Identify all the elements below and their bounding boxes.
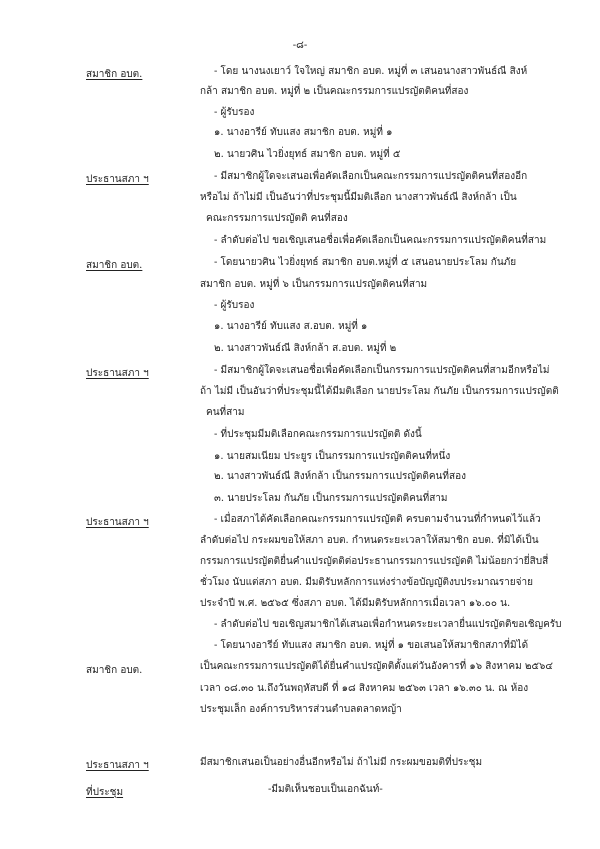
text-line: ลำดับต่อไป กระผมขอให้สภา อบต. กำหนดระยะเวลาให้สมาชิก อบต. ที่มิได้เป็น xyxy=(200,535,539,546)
text-line: เป็นคณะกรรมการแปรญัตติได้ยื่นคำแปรญัตติตั้งแต่วันอังคารที่ ๑๖ สิงหาคม ๒๕๖๔ xyxy=(200,661,553,672)
text-line: สมาชิก อบต. หมู่ที่ ๖ เป็นกรรมการแปรญัตติคนที่สาม xyxy=(200,279,428,290)
resolution-text: -มีมติเห็นชอบเป็นเอกฉันท์- xyxy=(268,784,383,795)
speaker-label-chair-2: ประธานสภา ฯ xyxy=(86,368,149,379)
speaker-label-member-2: สมาชิก อบต. xyxy=(86,260,143,271)
text-line: เวลา ๐๘.๓๐ น.ถึงวันพฤหัสบดี ที่ ๑๘ สิงหาคม ๒๕๖๓ เวลา ๑๖.๓๐ น. ณ ห้อง xyxy=(200,683,529,694)
text-line: - ผู้รับรอง xyxy=(214,107,255,118)
text-line: กล้า สมาชิก อบต. หมู่ที่ ๒ เป็นคณะกรรมการแปรญัตติคนที่สอง xyxy=(200,86,469,97)
text-line: ๒. นางสาวพันธ์ณี สิงห์กล้า ส.อบต. หมู่ที่ ๒ xyxy=(214,343,397,354)
text-line: ๒. นางสาวพันธ์ณี สิงห์กล้า เป็นกรรมการแปรญัตติคนที่สอง xyxy=(214,471,466,482)
text-line: - โดยนายวศิน ไวยิ่งยุทธ์ สมาชิก อบต.หมู่ที่ ๕ เสนอนายประโลม กันภัย xyxy=(214,257,517,268)
text-line: ถ้า ไม่มี เป็นอันว่าที่ประชุมนี้ได้มีมติเลือก นายประโลม กันภัย เป็นกรรมการแปรญัตติ xyxy=(200,386,559,397)
page-number: -๘- xyxy=(292,40,308,51)
text-line: - ผู้รับรอง xyxy=(214,300,255,311)
text-line: ๑. นางอารีย์ ทับแสง ส.อบต. หมู่ที่ ๑ xyxy=(214,321,368,332)
text-line: ประชุมเล็ก องค์การบริหารส่วนตำบลตลาดหญ้า xyxy=(200,704,402,715)
speaker-label-meeting: ที่ประชุม xyxy=(86,787,124,798)
speaker-label-chair-4: ประธานสภา ฯ xyxy=(86,760,149,771)
text-line: คณะกรรมการแปรญัตติ คนที่สอง xyxy=(206,213,348,224)
text-line: - โดย นางนงเยาว์ ใจใหญ่ สมาชิก อบต. หมู่ที่ ๓ เสนอนางสาวพันธ์ณี สิงห์ xyxy=(214,66,528,77)
speaker-label-member-1: สมาชิก อบต. xyxy=(86,69,143,80)
text-line: - ลำดับต่อไป ขอเชิญเสนอชื่อเพื่อคัดเลือกเป็นคณะกรรมการแปรญัตติคนที่สาม xyxy=(214,235,547,246)
text-line: - ที่ประชุมมีมติเลือกคณะกรรมการแปรญัตติ ดังนี้ xyxy=(214,429,422,440)
text-line: - มีสมาชิกผู้ใดจะเสนอเพื่อคัดเลือกเป็นคณะกรรมการแปรญัตติคนที่สองอีก xyxy=(214,171,528,182)
text-line: ๑. นายสมเนียม ประยูร เป็นกรรมการแปรญัตติคนที่หนึ่ง xyxy=(214,451,451,462)
text-line: กรรมการแปรญัตติยื่นคำแปรญัตติต่อประธานกรรมการแปรญัตติ ไม่น้อยกว่ายี่สิบสี่ xyxy=(200,556,549,567)
text-line: มีสมาชิกเสนอเป็นอย่างอื่นอีกหรือไม่ ถ้าไม่มี กระผมขอมติที่ประชุม xyxy=(200,757,483,768)
text-line: ๓. นายประโลม กันภัย เป็นกรรมการแปรญัตติคนที่สาม xyxy=(214,493,448,504)
text-line: ประจำปี พ.ศ. ๒๕๖๕ ซึ่งสภา อบต. ได้มีมติรับหลักการเมื่อเวลา ๑๖.๐๐ น. xyxy=(200,598,511,609)
speaker-label-chair-3: ประธานสภา ฯ xyxy=(86,517,149,528)
text-line: - ลำดับต่อไป ขอเชิญสมาชิกได้เสนอเพื่อกำหนดระยะเวลายื่นแปรญัตติขอเชิญครับ xyxy=(214,619,562,630)
text-line: ๒. นายวศิน ไวยิ่งยุทธ์ สมาชิก อบต. หมู่ที่ ๕ xyxy=(214,149,401,160)
text-line: ๑. นางอารีย์ ทับแสง สมาชิก อบต. หมู่ที่ ๑ xyxy=(214,127,393,138)
text-line: หรือไม่ ถ้าไม่มี เป็นอันว่าที่ประชุมนี้มีมติเลือก นางสาวพันธ์ณี สิงห์กล้า เป็น xyxy=(200,192,517,203)
text-line: - โดยนางอารีย์ ทับแสง สมาชิก อบต. หมู่ที่ ๑ ขอเสนอให้สมาชิกสภาที่มิได้ xyxy=(214,640,529,651)
text-line: ชั่วโมง นับแต่สภา อบต. มีมติรับหลักการแห่งร่างข้อบัญญัติงบประมาณรายจ่าย xyxy=(200,577,533,588)
text-line: คนที่สาม xyxy=(206,407,245,418)
text-line: - มีสมาชิกผู้ใดจะเสนอชื่อเพื่อคัดเลือกเป็นกรรมการแปรญัตติคนที่สามอีกหรือไม่ xyxy=(214,365,550,376)
speaker-label-member-3: สมาชิก อบต. xyxy=(86,665,143,676)
text-line: - เมื่อสภาได้คัดเลือกคณะกรรมการแปรญัตติ ครบตามจำนวนที่กำหนดไว้แล้ว xyxy=(214,514,541,525)
speaker-label-chair-1: ประธานสภา ฯ xyxy=(86,174,149,185)
